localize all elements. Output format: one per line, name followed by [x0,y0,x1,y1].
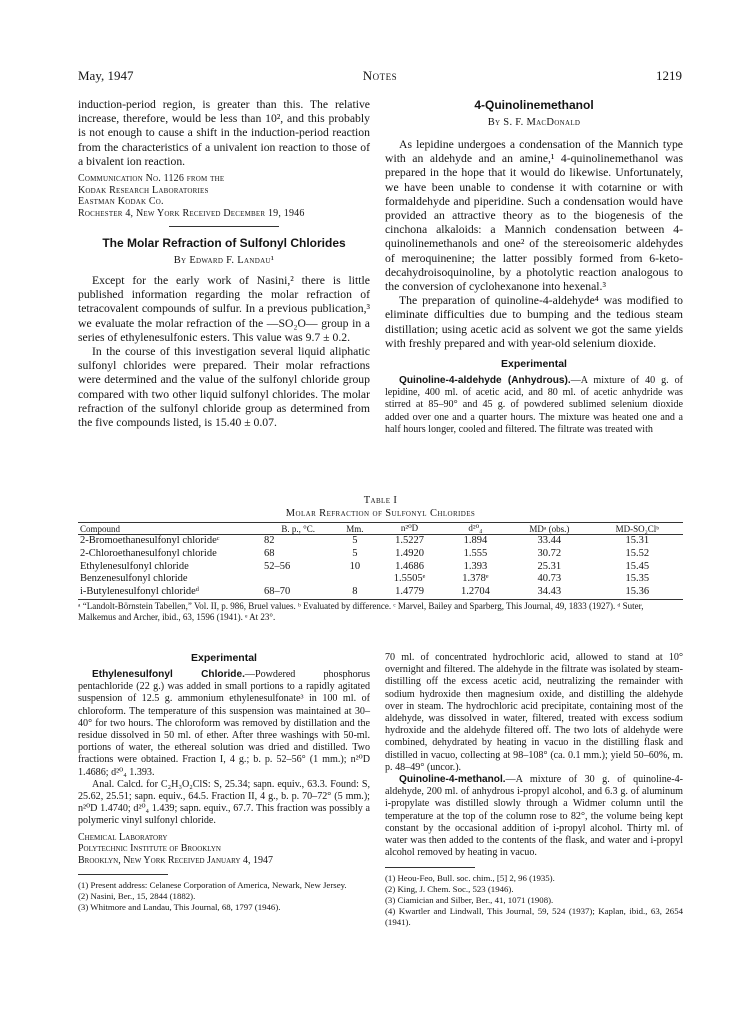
table-row [78,573,683,586]
table-cell: 68–70 [264,586,291,598]
column-left-lower [78,652,370,913]
byline: By Edward F. Landau¹ [173,255,275,267]
table-cell: 1.5505ᵉ [393,573,426,585]
table-cell: 52–56 [264,560,291,572]
run-in-heading: Quinoline-4-aldehyde (Anhydrous). [399,375,571,387]
byline: By S. F. MacDonald [487,117,581,128]
table-cell: 10 [349,560,361,572]
data-table [78,522,683,600]
paragraph: Anal. Calcd. for C₂H₃O₂ClS: S, 25.34; sapn. equiv., 63.3. Found: S, 25.62, 25.51; sapn. equiv., 64.5. Fraction II, 4 g., b. p. 70–72° (5 mm.); n²⁰D 1.4740; d²⁰₄ 1.439; sapn. equiv., 67.7. This fraction was possibly a polymeric vinyl sulfonyl chloride. [78,778,370,827]
footnote-divider [385,867,475,868]
footnote: (3) Whitmore and Landau, This Journal, 68, 1797 (1946). [78,901,281,912]
table-cell: 5 [352,535,358,546]
table-cell: 5 [352,547,358,559]
column-header: Compound [80,524,121,534]
table-row [78,548,683,561]
header-section: Notes [362,68,398,83]
table-cell [262,573,334,586]
table-footnote: ᵃ “Landolt-Börnstein Tabellen,” Vol. II, p. 986, Bruel values. ᵇ Evaluated by difference. ᶜ Marvel, Bailey and Sparberg, This Journal, 49, 1833 (1927). ᵈ Suter, Malkemus and Archer, ibid., 63, 1596 (1941). ᵉ At 23°. [78,600,644,622]
table-cell: 1.4920 [395,547,424,559]
column-left-upper [78,98,370,430]
affiliation-line: Rochester 4, New York Received December 19, 1946 [78,207,305,219]
column-header: d²⁰₄ [468,523,483,533]
table-cell: 30.72 [537,547,562,559]
table-cell: 40.73 [537,573,562,585]
table-row [78,586,683,599]
table-cell: 2-Chloroethanesulfonyl chloride [80,547,217,559]
footnote: (4) Kwartler and Lindwall, This Journal, 59, 524 (1937); Kaplan, ibid., 63, 2654 (1941). [385,905,683,927]
divider [169,226,279,227]
table-cell: i-Butylenesulfonyl chlorideᵈ [80,586,200,598]
table-cell: 82 [264,535,275,546]
table-label: Table I [363,495,398,506]
footnote: (1) Heou-Feo, Bull. soc. chim., [5] 2, 96 (1935). [385,873,555,884]
affiliation [78,832,370,867]
run-in-heading: Ethylenesulfonyl Chloride. [92,669,245,680]
article-title: The Molar Refraction of Sulfonyl Chlorides [102,236,346,251]
table-cell: 25.31 [537,560,562,572]
table-cell: 33.44 [537,535,562,546]
table-cell: 1.894 [463,535,488,546]
paragraph: 70 ml. of concentrated hydrochloric acid, allowed to stand at 10° overnight and filtered. The aldehyde in the filtrate was isolated by steam-distilling off the excess acetic acid, neutralizing the remainder with sodium hydroxide then magnesium oxide, and distilling the aldehyde over in steam. The hydrochloric acid precipitate, containing most of the aldehyde, was dissolved in water, filtered, treated with excess sodium hydroxide and the aldehyde filtered off. The two lots of aldehyde were combined, dehydrated by heating in vacuo in the distilling flask and distilled in vacuo, collecting at 98–108° (ca. 0.1 mm.); yield 50–60%, m. p. 48–49° (uncor.). [385,652,683,773]
affiliation-line: Communication No. 1126 from the [78,173,225,185]
paragraph-text: —Powdered phosphorus pentachloride (22 g.) was added in small portions to a rapidly agitated suspension of 12.5 g. ammonium ethylenesulfonate³ in 100 ml. of chloroform. The temperature of this suspension was maintained at 30–40° for two hours. The chloroform was removed by distillation and the residue dissolved in 50 ml. of ether. After three washings with 50-ml. portions of water, the ethereal solution was dried and distilled. Two fractions were obtained. Fraction I, 4 g.; b. p. 52–56° (1 mm.); n²⁰D 1.4686; d²⁰₄ 1.393. [78,669,370,778]
table-cell: 1.555 [463,547,488,559]
table-cell: 1.4779 [395,586,424,598]
affiliation-line: Eastman Kodak Co. [78,196,164,208]
affiliation-line: Polytechnic Institute of Brooklyn [78,843,221,855]
paragraph [385,774,683,859]
affiliation-line: Chemical Laboratory [78,831,168,843]
paragraph-text: —A mixture of 40 g. of lepidine, 400 ml. of acetic acid, and 80 ml. of acetic anhydride was stirred at 85–90° and 45 g. of powdered sublimed selenium dioxide added over one and a quarter hours. The mixture was heated one and a half hours longer, cooled and filtered. The filtrate was treated with [385,375,683,435]
table-block [78,494,683,623]
section-heading: Experimental [191,652,257,664]
column-header: MDᵃ (obs.) [529,524,570,534]
section-heading: Experimental [501,358,567,371]
run-in-heading: Quinoline-4-methanol. [399,774,506,786]
article-title: 4-Quinolinemethanol [474,98,594,112]
column-header: n²⁰D [400,523,419,533]
table-cell: 1.4686 [395,560,424,572]
footnote: (3) Ciamician and Silber, Ber., 41, 1071 (1908). [385,895,554,906]
footnote: (2) King, J. Chem. Soc., 523 (1946). [385,884,514,895]
paragraph: In the course of this investigation several liquid aliphatic sulfonyl chlorides were prepared. Their molar refractions were determined and the value of the sulfonyl chloride group compared with two other liquid sulfonyl chlorides. The molar refraction of the sulfonyl chloride group as determined from the five compounds listed, is 15.40 ± 0.07. [78,345,370,430]
table-cell: 1.5227 [395,535,424,546]
column-right-lower [385,652,683,927]
affiliation [78,173,370,219]
affiliation-line: Brooklyn, New York Received January 4, 1947 [78,854,273,866]
page-number: 1219 [656,68,682,83]
table-cell: 15.35 [625,573,650,585]
table-cell: 8 [352,586,358,598]
table-cell: 68 [264,547,275,559]
table-cell: 1.393 [463,560,488,572]
table-cell: 15.36 [625,586,650,598]
paragraph: Except for the early work of Nasini,² there is little published information regarding the molar refraction of tetracovalent compounds of sulfur. In a previous publication,³ we evaluate the molar refraction of the —SO₂O— group in a series of ethylenesulfonic esters. This value was 9.7 ± 0.2. [78,274,370,344]
affiliation-line: Kodak Research Laboratories [78,184,209,196]
footnote-divider [78,874,168,875]
table-cell: 15.52 [625,547,650,559]
table-row [78,561,683,574]
paragraph: induction-period region, is greater than this. The relative increase, therefore, would be less than 10², and this probably is not enough to cause a shift in the induction-period reaction from the characteristics of a univalent ion reaction to those of a bivalent ion reaction. [78,98,370,168]
footnote: (2) Nasini, Ber., 15, 2844 (1882). [78,890,196,901]
table-cell: 2-Bromoethanesulfonyl chlorideᶜ [80,535,220,546]
table-cell: 1.378ᵉ [462,573,489,585]
table-caption: Molar Refraction of Sulfonyl Chlorides [285,508,476,519]
column-header: MD-SO₂Clᵇ [615,524,660,534]
column-header: B. p., °C. [281,524,315,534]
paragraph [78,669,370,779]
paragraph [385,375,683,436]
column-right-upper [385,98,683,436]
table-cell: Ethylenesulfonyl chloride [80,560,189,572]
table-row [78,535,683,548]
table-cell: Benzenesulfonyl chloride [80,573,188,585]
running-header [78,68,682,84]
paragraph: As lepidine undergoes a condensation of the Mannich type with an aldehyde and an amine,¹ 4-quinolinemethanol was prepared in the hope that it would do likewise. Unfortunately, we have been unable to condense it with cotarnine or with formaldehyde and piperidine. Such a condensation would have provided an attractive theory as to the biogenesis of the cinchona alkaloids: a Mannich condensation between 4-quinolinemethanols and one² of the stereoisomeric aldehydes of meroquinenine; the latter possibly formed from 6-keto-decahydroisoquinoline, by a photolytic reaction analogous to the conversion of cyclohexanone into hexenal.³ [385,138,683,294]
header-date: May, 1947 [78,68,134,83]
paragraph: The preparation of quinoline-4-aldehyde⁴ was modified to eliminate difficulties due to bumping and the tedious steam distillation; using acetic acid as solvent we got the same yields with freshly prepared and with year-old selenium dioxide. [385,294,683,350]
table-cell: 34.43 [537,586,562,598]
table-cell: 15.31 [625,535,650,546]
table-cell [334,573,375,586]
paragraph-text: —A mixture of 30 g. of quinoline-4-aldehyde, 200 ml. of anhydrous i-propyl alcohol, and 6.3 g. of aluminum i-propylate was distilled slowly through a Widmer column until the temperature at the top of the column rose to 82°, the volume being kept constant by the occasional addition of i-propyl alcohol. Thirty ml. of water was then added to the contents of the flask, and water and i-propyl alcohol removed by heating in vacuo. [385,774,683,859]
column-header: Mm. [346,524,364,534]
table-cell: 15.45 [625,560,650,572]
table-cell: 1.2704 [460,586,490,598]
footnote: (1) Present address: Celanese Corporation of America, Newark, New Jersey. [78,880,347,891]
